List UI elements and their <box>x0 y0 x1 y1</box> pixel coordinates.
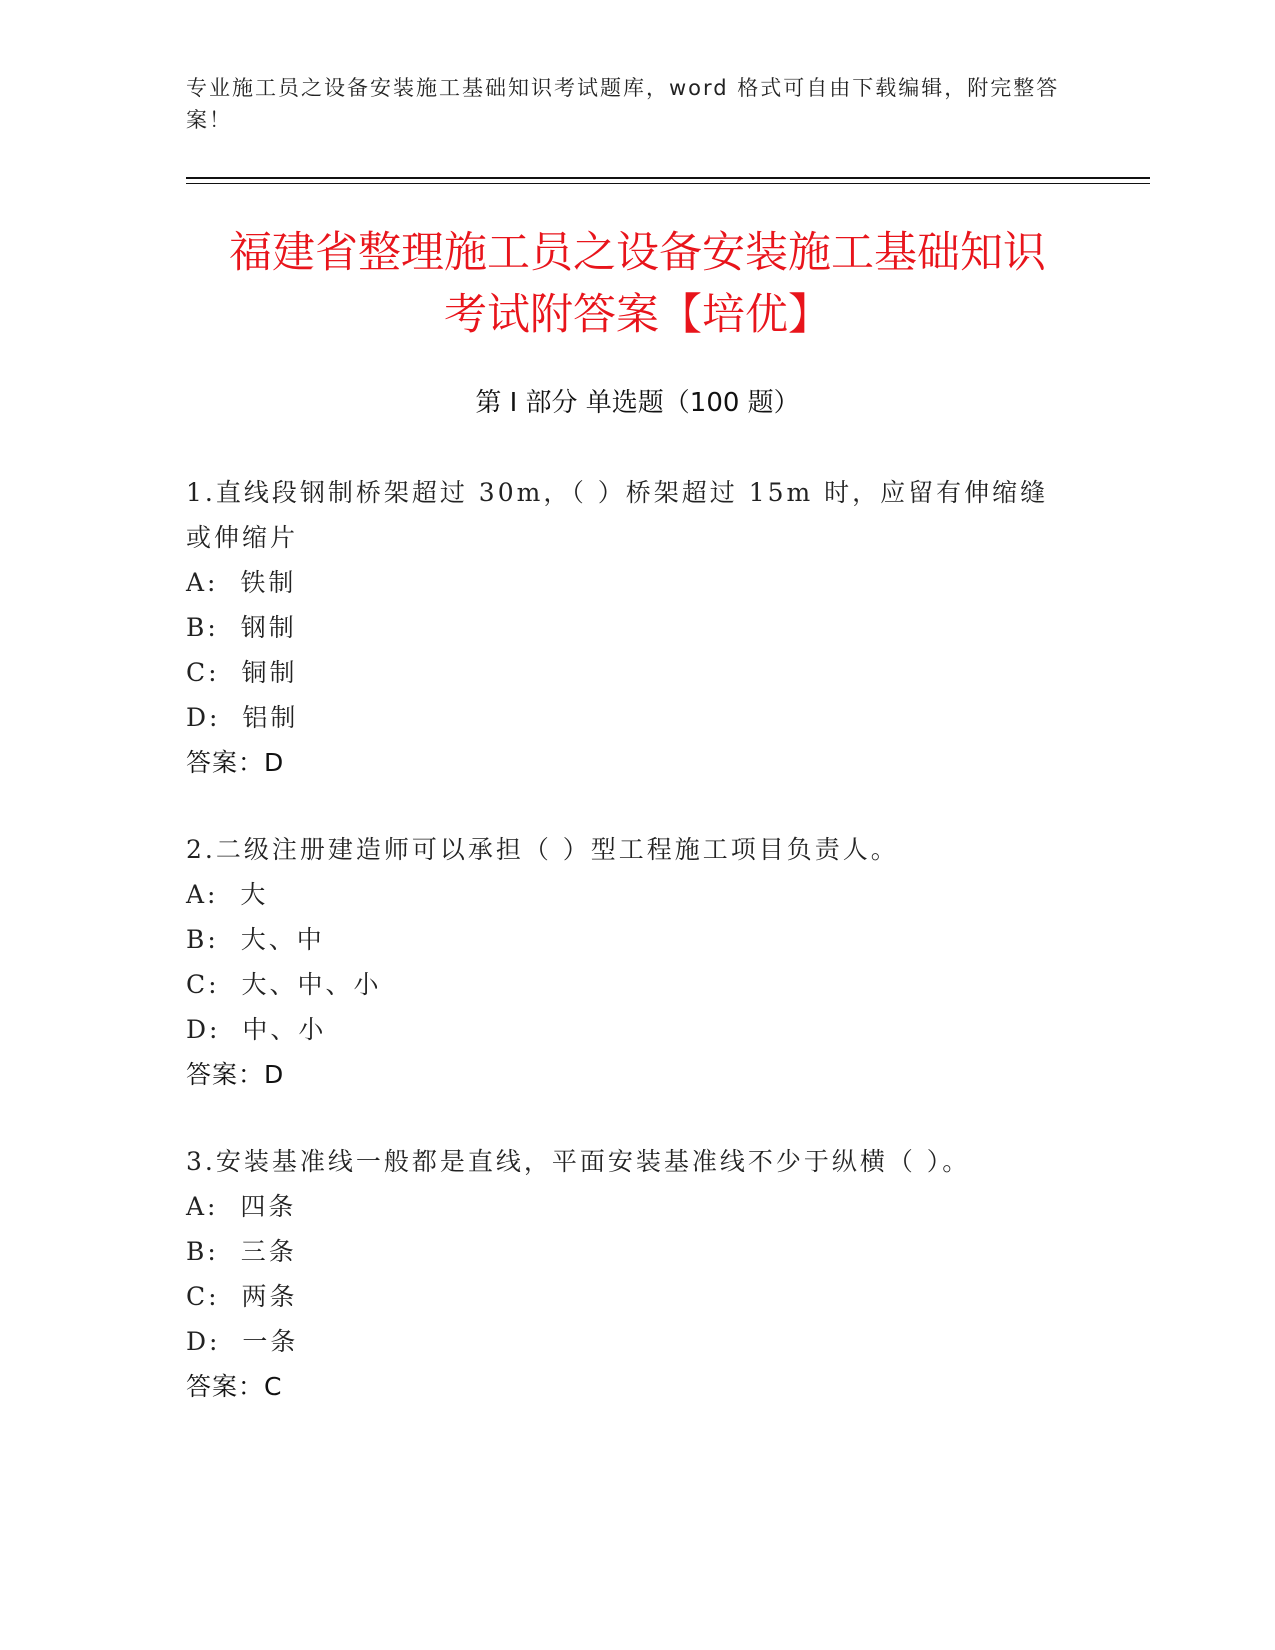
answer: 答案：D <box>186 748 285 777</box>
document-title-line2: 考试附答案【培优】 <box>444 290 831 340</box>
option-a: A: 四条 <box>186 1192 297 1221</box>
question-stem: 2.二级注册建造师可以承担（ ）型工程施工项目负责人。 <box>186 835 899 864</box>
option-b: B: 三条 <box>186 1237 297 1266</box>
answer: 答案：D <box>186 1060 285 1089</box>
option-c: C: 铜制 <box>186 658 298 687</box>
option-d: D: 一条 <box>186 1327 299 1356</box>
header-note: 专业施工员之设备安装施工基础知识考试题库，word 格式可自由下载编辑，附完整答案！ <box>186 76 1060 132</box>
document-title <box>160 222 1115 346</box>
question-list <box>186 470 1066 1451</box>
question-2 <box>186 827 1066 1097</box>
option-a: A: 铁制 <box>186 568 297 597</box>
option-b: B: 钢制 <box>186 613 297 642</box>
document-title-line1: 福建省整理施工员之设备安装施工基础知识 <box>229 228 1046 278</box>
question-1 <box>186 470 1066 785</box>
option-c: C: 大、中、小 <box>186 970 382 999</box>
section-title: 第 I 部分 单选题（100 题） <box>475 388 800 418</box>
question-stem: 3.安装基准线一般都是直线，平面安装基准线不少于纵横（ ）。 <box>186 1147 971 1176</box>
option-d: D: 中、小 <box>186 1015 327 1044</box>
option-a: A: 大 <box>186 880 269 909</box>
header-divider-thin <box>186 183 1150 184</box>
option-b: B: 大、中 <box>186 925 325 954</box>
header-divider-thick <box>186 177 1150 179</box>
answer: 答案：C <box>186 1372 283 1401</box>
option-d: D: 铝制 <box>186 703 299 732</box>
option-c: C: 两条 <box>186 1282 298 1311</box>
question-stem: 1.直线段钢制桥架超过 30m，（ ）桥架超过 15m 时，应留有伸缩缝或伸缩片 <box>186 478 1049 552</box>
question-3 <box>186 1139 1066 1409</box>
